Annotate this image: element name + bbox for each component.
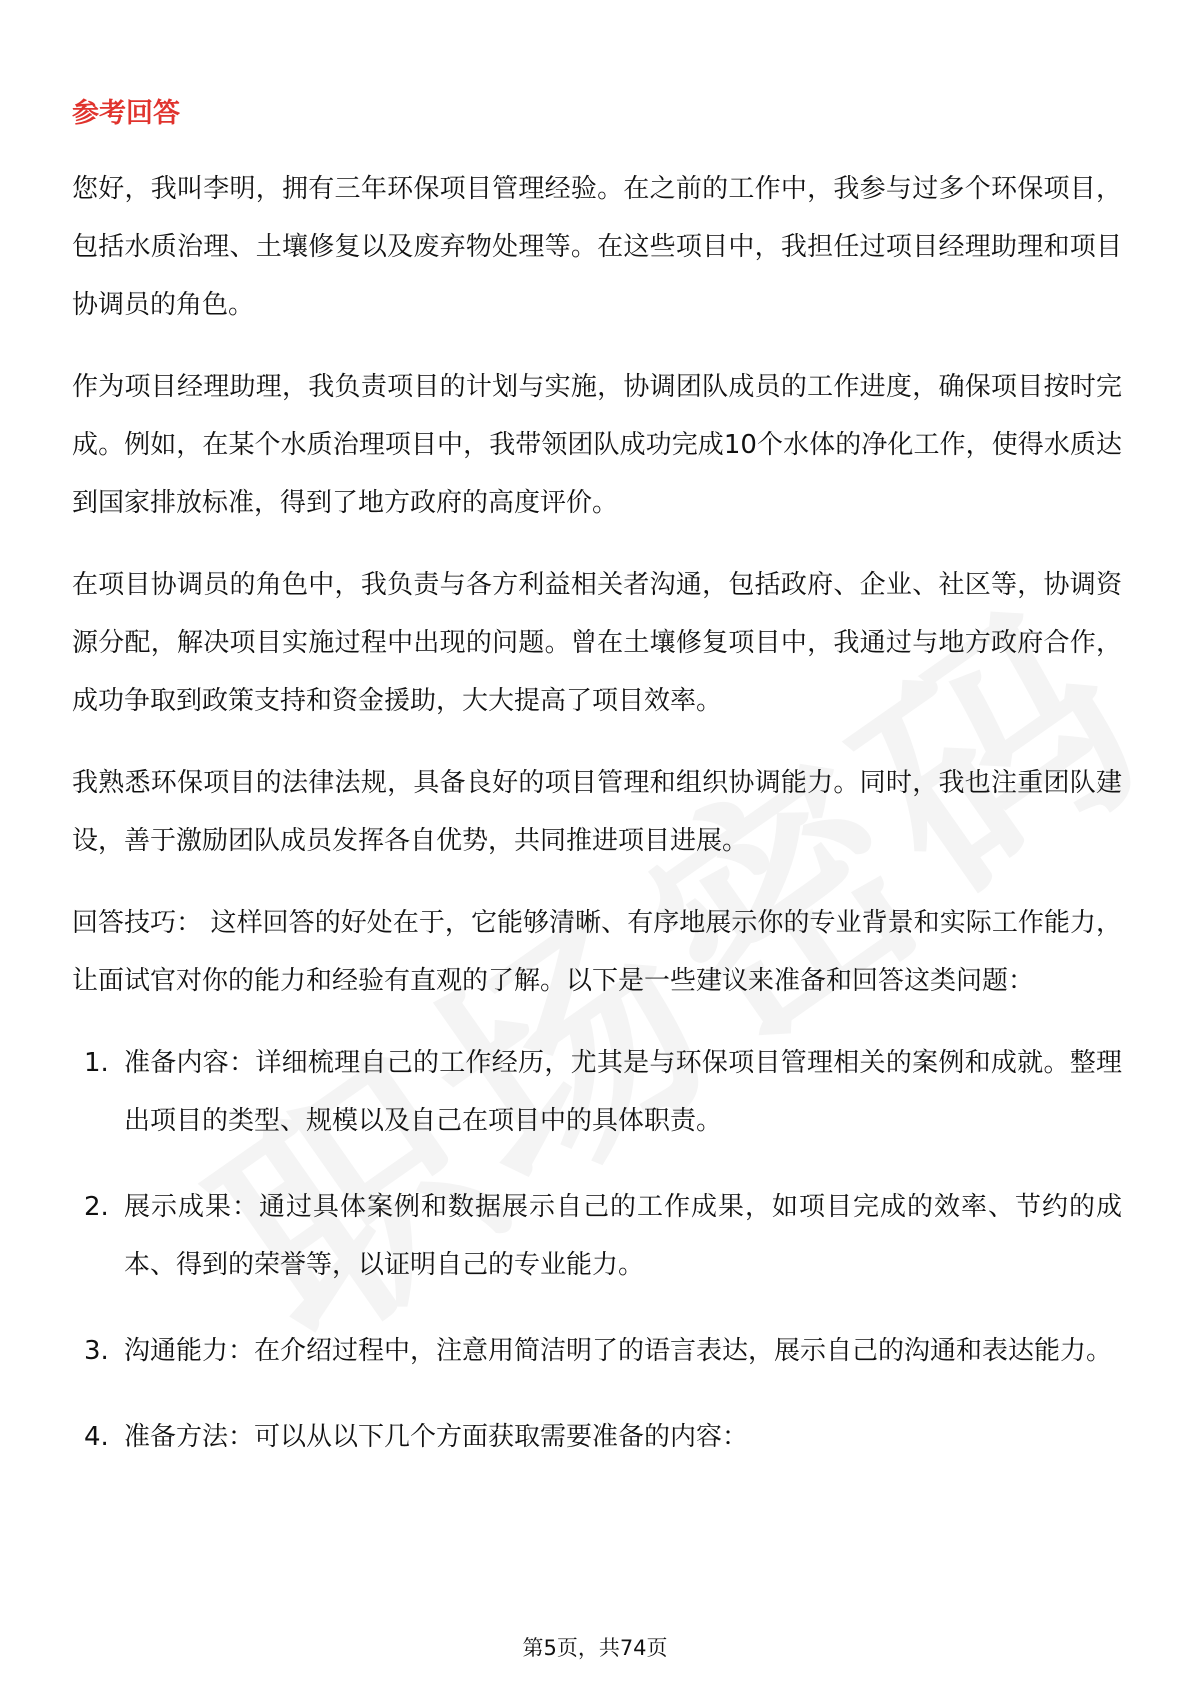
list-text: 准备方法：可以从以下几个方面获取需要准备的内容： — [124, 1422, 749, 1452]
page-content — [72, 90, 1122, 1494]
list-item — [72, 1034, 1122, 1150]
paragraph: 回答技巧： 这样回答的好处在于，它能够清晰、有序地展示你的专业背景和实际工作能力，让面试官对你的能力和经验有直观的了解。以下是一些建议来准备和回答这类问题： — [72, 908, 1122, 996]
list-text: 准备内容：详细梳理自己的工作经历，尤其是与环保项目管理相关的案例和成就。整理出项目的类型、规模以及自己在项目中的具体职责。 — [124, 1048, 1122, 1136]
list-text: 沟通能力：在介绍过程中，注意用简洁明了的语言表达，展示自己的沟通和表达能力。 — [124, 1336, 1113, 1366]
paragraph: 您好，我叫李明，拥有三年环保项目管理经验。在之前的工作中，我参与过多个环保项目，包括水质治理、土壤修复以及废弃物处理等。在这些项目中，我担任过项目经理助理和项目协调员的角色。 — [72, 174, 1122, 320]
list-number: 3. — [84, 1336, 109, 1366]
list-item — [72, 1408, 1122, 1466]
tips-list — [72, 1034, 1122, 1466]
list-item — [72, 1178, 1122, 1294]
paragraph: 作为项目经理助理，我负责项目的计划与实施，协调团队成员的工作进度，确保项目按时完成。例如，在某个水质治理项目中，我带领团队成功完成10个水体的净化工作，使得水质达到国家排放标准，得到了地方政府的高度评价。 — [72, 372, 1122, 518]
list-text: 展示成果：通过具体案例和数据展示自己的工作成果，如项目完成的效率、节约的成本、得到的荣誉等，以证明自己的专业能力。 — [124, 1192, 1122, 1280]
paragraph: 我熟悉环保项目的法律法规，具备良好的项目管理和组织协调能力。同时，我也注重团队建设，善于激励团队成员发挥各自优势，共同推进项目进展。 — [72, 768, 1122, 856]
page-number-footer: 第5页，共74页 — [522, 1636, 668, 1660]
list-number: 1. — [84, 1048, 109, 1078]
list-number: 4. — [84, 1422, 109, 1452]
list-number: 2. — [84, 1192, 109, 1222]
list-item — [72, 1322, 1122, 1380]
section-heading: 参考回答 — [72, 98, 180, 129]
paragraph: 在项目协调员的角色中，我负责与各方利益相关者沟通，包括政府、企业、社区等，协调资源分配，解决项目实施过程中出现的问题。曾在土壤修复项目中，我通过与地方政府合作，成功争取到政策支持和资金援助，大大提高了项目效率。 — [72, 570, 1122, 716]
